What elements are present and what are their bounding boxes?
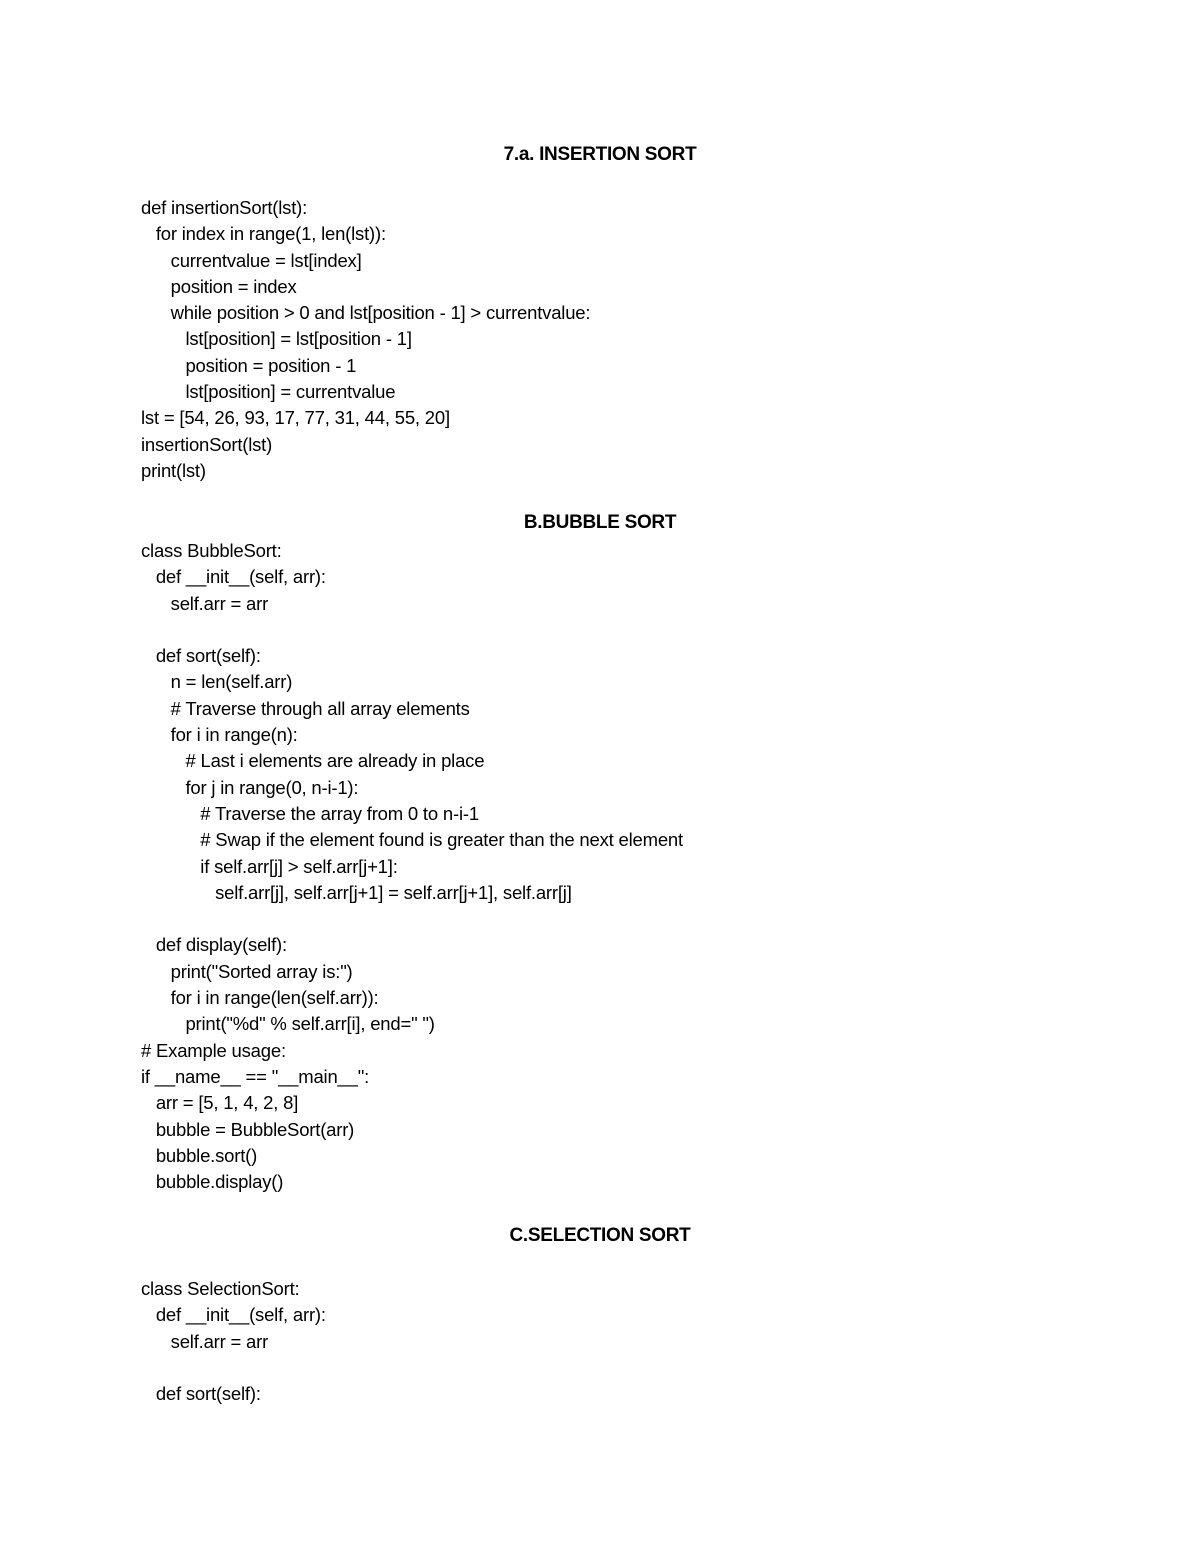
- code-line: insertionSort(lst): [141, 433, 273, 455]
- code-line: lst = [54, 26, 93, 17, 77, 31, 44, 55, 20]: [141, 407, 450, 429]
- code-line: print("%d" % self.arr[i], end=" "): [141, 1013, 435, 1035]
- code-line: for i in range(len(self.arr)):: [141, 987, 379, 1009]
- code-line: def sort(self):: [141, 1383, 261, 1405]
- code-line: def sort(self):: [141, 645, 261, 667]
- code-line: # Traverse the array from 0 to n-i-1: [141, 802, 479, 824]
- bubble-sort-heading: B.BUBBLE SORT: [523, 512, 677, 533]
- code-line: # Example usage:: [141, 1039, 286, 1061]
- selection-sort-heading: C.SELECTION SORT: [509, 1225, 691, 1246]
- code-line: position = index: [141, 275, 297, 297]
- code-line: [141, 906, 683, 932]
- code-line: # Swap if the element found is greater than the next element: [141, 829, 683, 851]
- code-line: self.arr = arr: [141, 592, 269, 614]
- code-line: self.arr = arr: [141, 1330, 269, 1352]
- code-line: n = len(self.arr): [141, 671, 293, 693]
- code-line: # Traverse through all array elements: [141, 697, 470, 719]
- code-line: class SelectionSort:: [141, 1278, 300, 1299]
- code-line: while position > 0 and lst[position - 1] > currentvalue:: [141, 302, 591, 324]
- code-line: if self.arr[j] > self.arr[j+1]:: [141, 855, 398, 877]
- code-line: def __init__(self, arr):: [141, 566, 326, 588]
- code-line: print("Sorted array is:"): [141, 960, 353, 982]
- code-line: currentvalue = lst[index]: [141, 249, 362, 271]
- code-line: lst[position] = lst[position - 1]: [141, 328, 412, 350]
- code-line: for j in range(0, n-i-1):: [141, 776, 359, 798]
- code-line: class BubbleSort:: [141, 540, 282, 561]
- selection-sort-code: [141, 1276, 326, 1407]
- code-line: lst[position] = currentvalue: [141, 381, 396, 403]
- code-line: bubble.sort(): [141, 1144, 258, 1166]
- code-line: position = position - 1: [141, 354, 357, 376]
- code-line: arr = [5, 1, 4, 2, 8]: [141, 1092, 299, 1114]
- code-line: bubble.display(): [141, 1171, 284, 1193]
- code-line: [141, 617, 683, 643]
- code-line: def display(self):: [141, 934, 287, 956]
- code-line: if __name__ == "__main__":: [141, 1065, 370, 1087]
- code-line: # Last i elements are already in place: [141, 750, 485, 772]
- code-line: for index in range(1, len(lst)):: [141, 223, 386, 245]
- code-line: for i in range(n):: [141, 724, 298, 746]
- code-line: def __init__(self, arr):: [141, 1304, 326, 1326]
- insertion-sort-code: [141, 195, 590, 484]
- insertion-sort-heading: 7.a. INSERTION SORT: [503, 144, 697, 165]
- code-line: print(lst): [141, 459, 206, 481]
- code-line: self.arr[j], self.arr[j+1] = self.arr[j+1], self.arr[j]: [141, 881, 572, 903]
- code-line: def insertionSort(lst):: [141, 197, 308, 218]
- code-line: [141, 1355, 326, 1381]
- code-line: bubble = BubbleSort(arr): [141, 1118, 355, 1140]
- bubble-sort-code: [141, 538, 683, 1195]
